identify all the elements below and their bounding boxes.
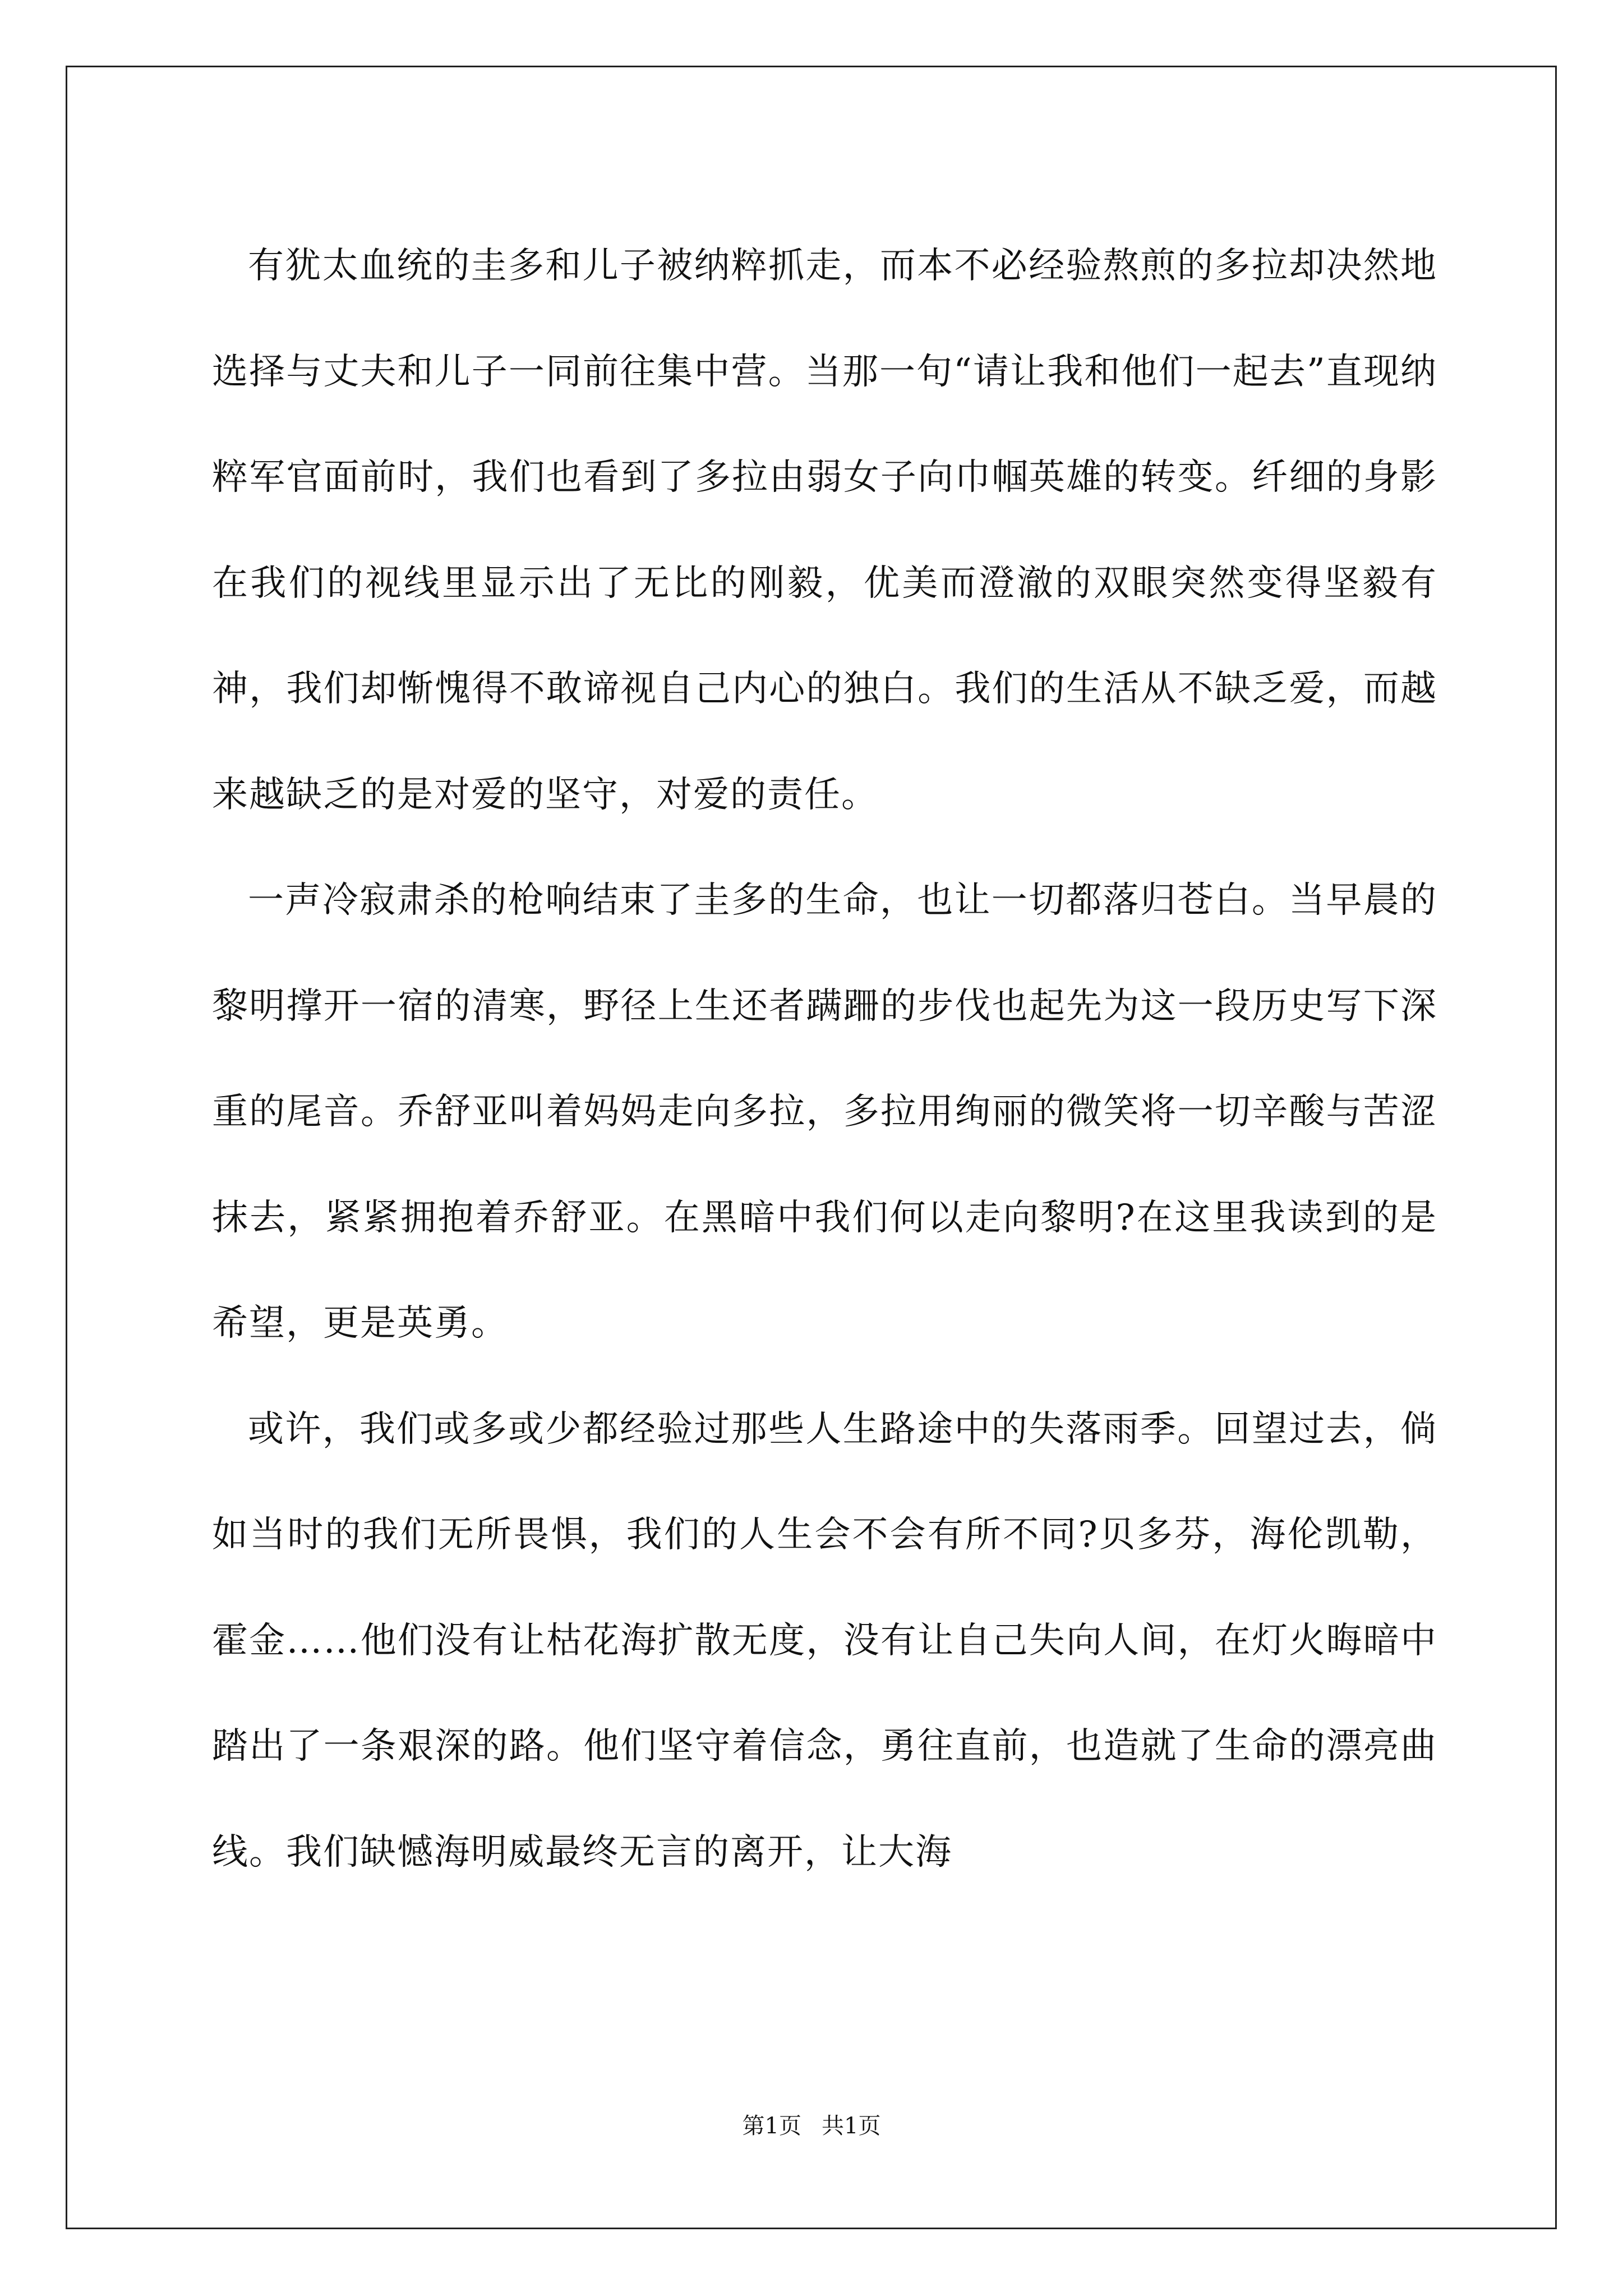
document-body xyxy=(212,213,1437,1905)
paragraph: 有犹太血统的圭多和儿子被纳粹抓走，而本不必经验熬煎的多拉却决然地选择与丈夫和儿子一同前往集中营。当那一句“请让我和他们一起去”直现纳粹军官面前时，我们也看到了多拉由弱女子向巾帼英雄的转变。纤细的身影在我们的视线里显示出了无比的刚毅，优美而澄澈的双眼突然变得坚毅有神，我们却惭愧得不敢谛视自己内心的独白。我们的生活从不缺乏爱，而越来越缺乏的是对爱的坚守，对爱的责任。 xyxy=(212,245,1437,816)
page-number: 第1页 xyxy=(742,2113,801,2139)
page-total: 共1页 xyxy=(822,2113,881,2139)
paragraph: 一声冷寂肃杀的枪响结束了圭多的生命，也让一切都落归苍白。当早晨的黎明撑开一宿的清寒，野径上生还者蹒跚的步伐也起先为这一段历史写下深重的尾音。乔舒亚叫着妈妈走向多拉，多拉用绚丽的微笑将一切辛酸与苦涩抹去，紧紧拥抱着乔舒亚。在黑暗中我们何以走向黎明?在这里我读到的是希望，更是英勇。 xyxy=(212,880,1437,1344)
page-footer xyxy=(0,2113,1623,2139)
paragraph: 或许，我们或多或少都经验过那些人生路途中的失落雨季。回望过去，倘如当时的我们无所畏惧，我们的人生会不会有所不同?贝多芬，海伦凯勒，霍金……他们没有让枯花海扩散无度，没有让自己失向人间，在灯火晦暗中踏出了一条艰深的路。他们坚守着信念，勇往直前，也造就了生命的漂亮曲线。我们缺憾海明威最终无言的离开，让大海 xyxy=(212,1408,1437,1873)
